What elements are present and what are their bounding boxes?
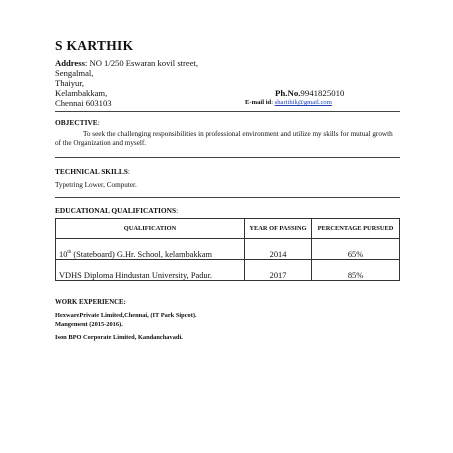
table-row [56, 239, 400, 260]
candidate-name: S KARTHIK [55, 38, 134, 53]
address-line-4: Kelambakkam, [55, 88, 108, 98]
phone-line [275, 88, 344, 98]
divider [55, 111, 400, 112]
qualification-cell: VDHS Diploma Hindustan University, Padur. [56, 260, 245, 281]
table-row [56, 260, 400, 281]
divider [55, 197, 400, 198]
header-qualification: QUALIFICATION [56, 219, 245, 239]
divider [55, 157, 400, 158]
skills-text: Typetring Lower, Computer. [55, 181, 137, 189]
address-line-1: Address: NO 1/250 Eswaran kovil street, [55, 58, 199, 68]
email-link[interactable]: sharithik@gmail.com [274, 99, 332, 106]
objective-heading: OBJECTIVE: [55, 118, 100, 127]
email-line: E-mail id: sharithik@gmail.com [245, 99, 332, 106]
education-heading: EDUCATIONAL QUALIFICATIONS: [55, 206, 179, 215]
phone-number: 9941825010 [300, 88, 345, 98]
experience-heading: WORK EXPERIENCE: [55, 299, 126, 306]
experience-item: Mangement (2015-2016). [55, 321, 123, 328]
qualification-cell: 10th (Stateboard) G.Hr. School, kelambakkam [56, 239, 245, 260]
address-line-3: Thaiyur, [55, 78, 85, 88]
email-label: E-mail id [245, 99, 272, 106]
address-line-5: Chennai 603103 [55, 98, 112, 108]
experience-item: HexwarePrivate Limited,Chennai, (IT Park Sipcot). [55, 312, 197, 319]
year-cell: 2014 [245, 239, 312, 260]
address-label: Address [55, 58, 85, 68]
header-percentage: PERCENTAGE PURSUED [312, 219, 400, 239]
objective-text: To seek the challenging responsibilities in professional environment and utilize my skills for mutual growth of the Organization and myself. [55, 130, 393, 147]
address-line-2: Sengalmal, [55, 68, 94, 78]
year-cell: 2017 [245, 260, 312, 281]
header-year: YEAR OF PASSING [245, 219, 312, 239]
table-header-row [56, 219, 400, 239]
skills-heading: TECHNICAL SKILLS: [55, 167, 130, 176]
percentage-cell: 65% [312, 239, 400, 260]
education-table [55, 218, 400, 281]
percentage-cell: 85% [312, 260, 400, 281]
phone-label: Ph.No. [275, 88, 301, 98]
experience-item: Ison BPO Corporate Limited, Kandanchavadi. [55, 334, 183, 341]
